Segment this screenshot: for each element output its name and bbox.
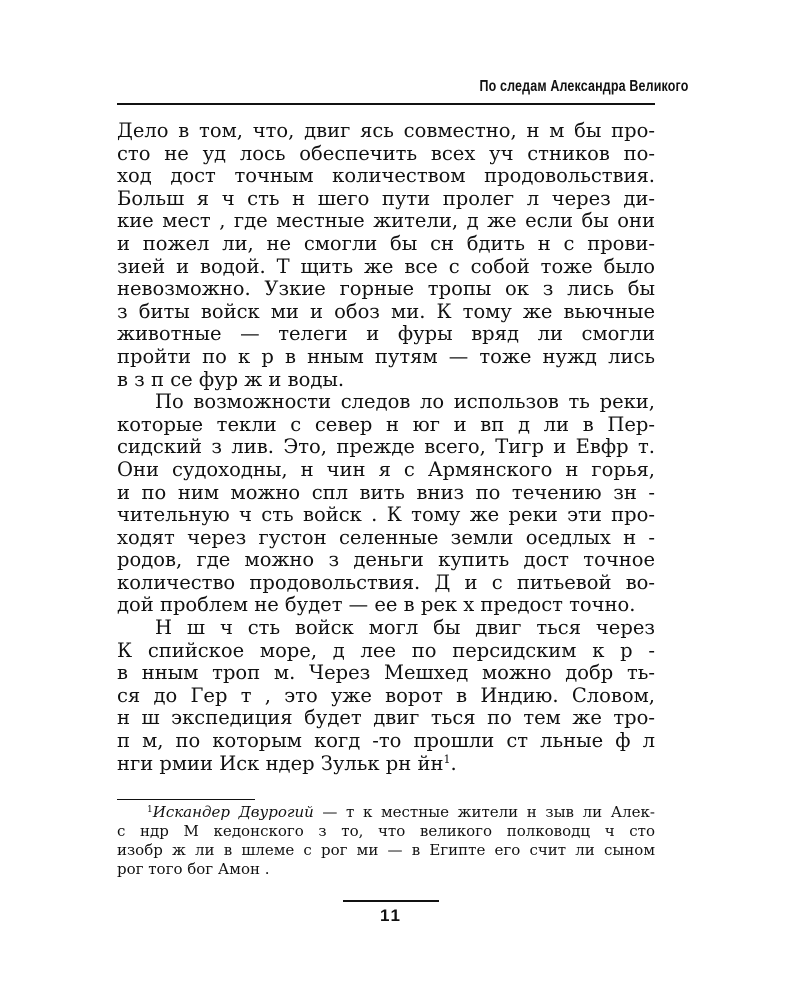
text-line: зией и водой. Т щить же все с собой тоже было [117,254,655,278]
text-line: ходят через густон селенные земли оседлых н - [117,525,655,549]
footnote-line: с ндр М кедонского з то, что великого полководц ч сто [117,822,655,840]
text-line: н ш экспедиция будет двиг ться по тем же тро- [117,706,655,730]
text-line: К спийское море, д лее по персидским к р - [117,638,655,662]
text-line: Они судоходны, н чин я с Армянского н горья, [117,457,655,481]
text-line: Больш я ч сть н шего пути пролег л через ди- [117,186,655,210]
footnote [117,803,655,879]
footnote-term: Искандер Двурогий [152,803,314,821]
text-line: чительную ч сть войск . К тому же реки эти про- [117,503,655,527]
text-line: в нным троп м. Через Мешхед можно добр ть- [117,661,655,685]
text-line: ход дост точным количеством продовольствия. [117,164,655,188]
text-line: Дело в том, что, двиг ясь совместно, н м бы про- [117,119,655,142]
text-line: Н ш ч сть войск могл бы двиг ться через [155,616,655,640]
footnote-line [117,803,655,822]
text-line: кие мест , где местные жители, д же если бы они [117,209,655,233]
running-head: По следам Александра Великого [479,78,689,95]
text-line: п м, по которым когд -то прошли ст льные ф л [117,729,655,753]
footnote-reference[interactable]: 1 [443,752,451,766]
footnote-marker: 1 [147,805,153,815]
footnote-text: — т к местные жители н зыв ли Алек- [313,803,655,821]
footnote-rule [117,799,255,800]
footnote-line: рог того бог Амон . [117,860,270,878]
body-text [117,120,655,775]
text-line-content: нги рмии Иск ндер Зульк рн йн [117,751,444,775]
text-line: в з п се фур ж и воды. [117,367,345,391]
text-line: и по ним можно спл вить вниз по течению зн - [117,480,655,504]
text-line: сидский з лив. Это, прежде всего, Тигр и Евфр т. [117,435,655,459]
page-number: 11 [380,906,402,925]
text-line: з биты войск ми и обоз ми. К тому же вьючные [117,299,655,323]
text-line: По возможности следов ло использов ть реки, [155,390,655,414]
text-line: сто не уд лось обеспечить всех уч стников по- [117,141,655,165]
text-line: ся до Гер т , это уже ворот в Индию. Словом, [117,683,655,707]
text-line: и пожел ли, не смогли бы сн бдить н с прови- [117,231,655,255]
text-line: родов, где можно з деньги купить дост точное [117,548,655,572]
text-line: пройти по к р в нным путям — тоже нужд лись [117,344,655,368]
text-line-last: нги рмии Иск ндер Зульк рн йн$^1$. [117,751,457,775]
footnote-line: изобр ж ли в шлеме с рог ми — в Египте его счит ли сыном [117,841,655,859]
header-rule [117,103,655,105]
text-line: невозможно. Узкие горные тропы ок з лись бы [117,277,655,301]
page-number-rule [343,900,439,902]
text-line: которые текли с север н юг и вп д ли в Пер- [117,412,655,436]
text-line: количество продовольствия. Д и с питьевой во- [117,570,655,594]
text-line: животные — телеги и фуры вряд ли смогли [117,322,655,346]
text-line: дой проблем не будет — ее в рек х предост точно. [117,593,636,617]
